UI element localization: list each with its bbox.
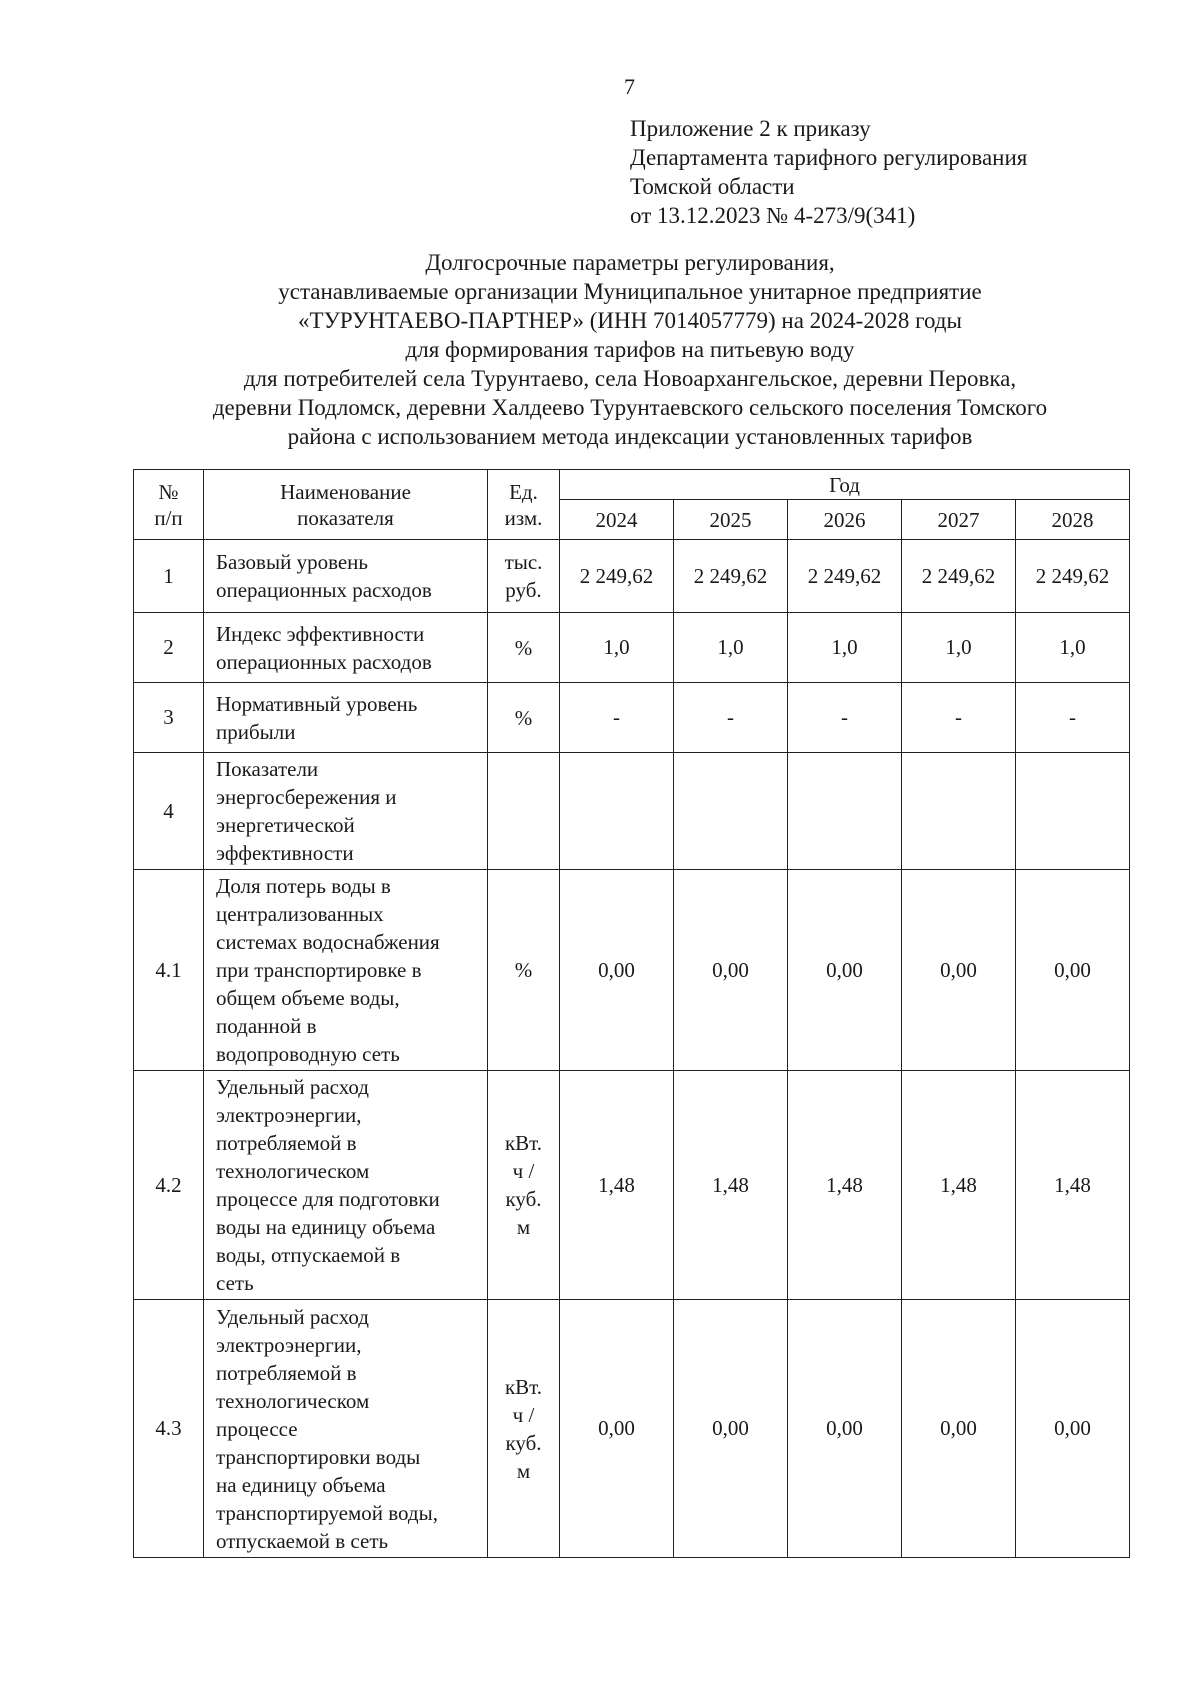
- appendix-line: от 13.12.2023 № 4-273/9(341): [630, 203, 916, 228]
- indicator-name-line: энергосбережения и: [216, 785, 397, 809]
- title-line: деревни Подломск, деревни Халдеево Турунтаевского сельского поселения Томского: [212, 395, 1048, 420]
- unit-of-measure: [488, 870, 560, 1071]
- year-value: 1,0: [560, 613, 674, 683]
- row-number: 4: [134, 753, 204, 870]
- year-value: 1,0: [902, 613, 1016, 683]
- indicator-name: [204, 753, 488, 870]
- year-value: 1,48: [1016, 1071, 1130, 1300]
- unit-line: руб.: [505, 578, 542, 602]
- indicator-name-line: энергетической: [216, 813, 355, 837]
- appendix-line: Томской области: [630, 174, 795, 199]
- title-line: района с использованием метода индексации установленных тарифов: [287, 424, 973, 449]
- unit-line: ч /: [512, 1402, 535, 1427]
- year-value: [674, 753, 788, 870]
- indicator-name-line: электроэнергии,: [216, 1332, 362, 1357]
- unit-line: м: [516, 1215, 531, 1239]
- unit-line: тыс.: [504, 550, 543, 574]
- header-number: № п/п: [134, 470, 204, 540]
- header-unit: Ед. изм.: [488, 470, 560, 540]
- unit-of-measure: [488, 540, 560, 613]
- year-value: [1016, 753, 1130, 870]
- indicator-name-line: потребляемой в: [216, 1360, 357, 1385]
- year-value: 1,48: [902, 1071, 1016, 1300]
- parameters-table: [133, 469, 1130, 1558]
- indicator-name-line: Базовый уровень: [216, 550, 368, 574]
- indicator-name-line: воды на единицу объема: [216, 1215, 436, 1239]
- indicator-name-line: операционных расходов: [216, 649, 432, 674]
- title-line: Долгосрочные параметры регулирования,: [425, 250, 835, 275]
- year-value: 0,00: [560, 870, 674, 1071]
- table-row: [134, 540, 1130, 613]
- indicator-name-line: технологическом: [216, 1159, 370, 1183]
- title-line: устанавливаемые организации Муниципальное унитарное предприятие: [278, 279, 982, 304]
- indicator-name-line: централизованных: [216, 902, 384, 926]
- table-row: [134, 1071, 1130, 1300]
- row-number: 4.1: [134, 870, 204, 1071]
- table-row: [134, 753, 1130, 870]
- header-year: 2024: [560, 500, 674, 540]
- row-number: 4.2: [134, 1071, 204, 1300]
- year-value: 1,0: [674, 613, 788, 683]
- appendix-line: Приложение 2 к приказу: [630, 116, 871, 141]
- year-value: 1,0: [788, 613, 902, 683]
- year-value: 0,00: [788, 870, 902, 1071]
- year-value: [902, 753, 1016, 870]
- indicator-name-line: транспортируемой воды,: [216, 1500, 438, 1525]
- unit-line: м: [516, 1458, 531, 1483]
- indicator-name: [204, 540, 488, 613]
- indicator-name-line: системах водоснабжения: [216, 930, 440, 954]
- indicator-name-line: воды, отпускаемой в: [216, 1243, 401, 1267]
- indicator-name-line: поданной в: [216, 1014, 317, 1038]
- indicator-name-line: водопроводную сеть: [216, 1042, 400, 1066]
- indicator-name-line: на единицу объема: [216, 1472, 386, 1497]
- year-value: 2 249,62: [674, 540, 788, 613]
- indicator-name-line: Удельный расход: [216, 1304, 369, 1329]
- header-year: 2027: [902, 500, 1016, 540]
- indicator-name-line: Нормативный уровень: [216, 691, 418, 716]
- row-number: 3: [134, 683, 204, 753]
- title-line: для формирования тарифов на питьевую воду: [405, 337, 855, 362]
- table-row: [134, 870, 1130, 1071]
- year-value: 0,00: [674, 870, 788, 1071]
- indicator-name-line: процессе: [216, 1416, 298, 1441]
- indicator-name-line: Показатели: [216, 757, 319, 781]
- indicator-name: [204, 1300, 488, 1558]
- year-value: 0,00: [1016, 1300, 1130, 1558]
- document-title: [110, 248, 1150, 451]
- header-year: 2028: [1016, 500, 1130, 540]
- indicator-name-line: Доля потерь воды в: [216, 874, 391, 898]
- table-row: [134, 683, 1130, 753]
- year-value: 0,00: [1016, 870, 1130, 1071]
- unit-line: кВт.: [504, 1131, 543, 1155]
- unit-line: %: [514, 958, 533, 982]
- unit-of-measure: [488, 753, 560, 870]
- year-value: -: [902, 683, 1016, 753]
- header-year-group: Год: [560, 470, 1130, 500]
- indicator-name-line: электроэнергии,: [216, 1103, 362, 1127]
- table-row: [134, 613, 1130, 683]
- year-value: 0,00: [902, 1300, 1016, 1558]
- header-year: 2025: [674, 500, 788, 540]
- year-value: -: [560, 683, 674, 753]
- indicator-name: [204, 870, 488, 1071]
- year-value: -: [674, 683, 788, 753]
- year-value: 0,00: [902, 870, 1016, 1071]
- row-number: 4.3: [134, 1300, 204, 1558]
- unit-line: ч /: [512, 1159, 535, 1183]
- unit-line: кВт.: [504, 1374, 543, 1399]
- title-line: для потребителей села Турунтаево, села Новоархангельское, деревни Перовка,: [243, 366, 1017, 391]
- year-value: 2 249,62: [560, 540, 674, 613]
- row-number: 1: [134, 540, 204, 613]
- unit-of-measure: [488, 1300, 560, 1558]
- year-value: 1,48: [560, 1071, 674, 1300]
- table-row: [134, 1300, 1130, 1558]
- page-number: 7: [624, 74, 635, 99]
- indicator-name: [204, 613, 488, 683]
- unit-of-measure: [488, 1071, 560, 1300]
- unit-of-measure: [488, 613, 560, 683]
- indicator-name-line: эффективности: [216, 841, 354, 865]
- year-value: 1,0: [1016, 613, 1130, 683]
- indicator-name-line: Индекс эффективности: [216, 621, 425, 646]
- indicator-name-line: прибыли: [216, 719, 296, 744]
- year-value: 1,48: [788, 1071, 902, 1300]
- year-value: 1,48: [674, 1071, 788, 1300]
- indicator-name-line: Удельный расход: [216, 1075, 369, 1099]
- indicator-name-line: потребляемой в: [216, 1131, 357, 1155]
- year-value: -: [788, 683, 902, 753]
- indicator-name-line: операционных расходов: [216, 578, 432, 602]
- title-line: «ТУРУНТАЕВО-ПАРТНЕР» (ИНН 7014057779) на 2024-2028 годы: [298, 308, 962, 333]
- year-value: 2 249,62: [788, 540, 902, 613]
- year-value: 0,00: [674, 1300, 788, 1558]
- unit-line: куб.: [505, 1430, 542, 1455]
- indicator-name-line: при транспортировке в: [216, 958, 422, 982]
- appendix-line: Департамента тарифного регулирования: [630, 145, 1028, 170]
- appendix-header: [630, 114, 1027, 230]
- row-number: 2: [134, 613, 204, 683]
- unit-line: %: [514, 635, 533, 660]
- unit-of-measure: [488, 683, 560, 753]
- year-value: 0,00: [560, 1300, 674, 1558]
- indicator-name-line: транспортировки воды: [216, 1444, 421, 1469]
- year-value: -: [1016, 683, 1130, 753]
- indicator-name: [204, 1071, 488, 1300]
- year-value: [560, 753, 674, 870]
- year-value: [788, 753, 902, 870]
- year-value: 0,00: [788, 1300, 902, 1558]
- header-name: Наименование показателя: [204, 470, 488, 540]
- year-value: 2 249,62: [902, 540, 1016, 613]
- indicator-name: [204, 683, 488, 753]
- indicator-name-line: общем объеме воды,: [216, 986, 400, 1010]
- indicator-name-line: сеть: [216, 1271, 254, 1295]
- unit-line: %: [514, 705, 533, 730]
- indicator-name-line: отпускаемой в сеть: [216, 1528, 389, 1553]
- unit-line: куб.: [505, 1187, 542, 1211]
- indicator-name-line: процессе для подготовки: [216, 1187, 440, 1211]
- indicator-name-line: технологическом: [216, 1388, 370, 1413]
- year-value: 2 249,62: [1016, 540, 1130, 613]
- header-year: 2026: [788, 500, 902, 540]
